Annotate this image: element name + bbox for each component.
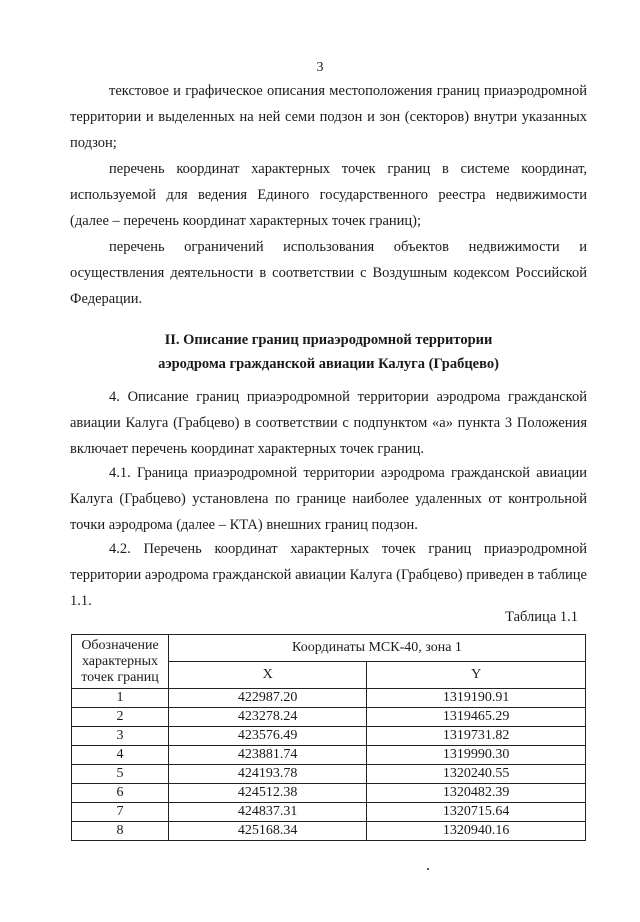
cell-y: 1319731.82: [367, 727, 586, 746]
table-caption: Таблица 1.1: [505, 609, 578, 625]
paragraph-restrictions-list: перечень ограничений использования объектов недвижимости и осуществления деятельности в соответствии с Воздушным кодексом Российской Федерации.: [70, 239, 587, 307]
cell-y: 1319190.91: [367, 689, 586, 708]
header-designation: Обозначение характерных точек границ: [72, 635, 169, 689]
cell-x: 424837.31: [169, 803, 367, 822]
cell-x: 423278.24: [169, 708, 367, 727]
table-row: [72, 765, 586, 784]
cell-y: 1320240.55: [367, 765, 586, 784]
cell-point: 3: [72, 727, 169, 746]
table-row: [72, 727, 586, 746]
cell-point: 5: [72, 765, 169, 784]
cell-x: 424193.78: [169, 765, 367, 784]
section-heading: [70, 328, 587, 376]
cell-y: 1320940.16: [367, 822, 586, 841]
table-row: [72, 746, 586, 765]
table-row: [72, 822, 586, 841]
header-x: X: [169, 662, 367, 689]
cell-point: 1: [72, 689, 169, 708]
cell-x: 423576.49: [169, 727, 367, 746]
cell-point: 6: [72, 784, 169, 803]
page-number: 3: [316, 60, 324, 75]
header-coordinates: Координаты МСК-40, зона 1: [169, 635, 586, 662]
cell-x: 422987.20: [169, 689, 367, 708]
paragraph-text-description: текстовое и графическое описания местоположения границ приаэродромной территории и выделенных на ней семи подзон и зон (секторов) внутри указанных подзон;: [70, 83, 587, 151]
coordinates-table: [71, 634, 586, 841]
cell-y: 1320482.39: [367, 784, 586, 803]
cell-y: 1319465.29: [367, 708, 586, 727]
table-row: [72, 689, 586, 708]
paragraph-section-4-1: 4.1. Граница приаэродромной территории аэродрома гражданской авиации Калуга (Грабцево) установлена по границе наиболее удаленных от контрольной точки аэродрома (далее – КТА) внешних границ подзон.: [70, 465, 587, 533]
table-row: [72, 803, 586, 822]
cell-point: 7: [72, 803, 169, 822]
cell-x: 425168.34: [169, 822, 367, 841]
cell-y: 1320715.64: [367, 803, 586, 822]
section-heading-line1: II. Описание границ приаэродромной территории: [164, 332, 493, 348]
section-heading-line2: аэродрома гражданской авиации Калуга (Грабцево): [158, 356, 499, 372]
cell-point: 4: [72, 746, 169, 765]
header-y: Y: [367, 662, 586, 689]
table-row: [72, 708, 586, 727]
cell-x: 423881.74: [169, 746, 367, 765]
scan-speck: [427, 868, 429, 870]
cell-point: 8: [72, 822, 169, 841]
cell-x: 424512.38: [169, 784, 367, 803]
paragraph-section-4-2: 4.2. Перечень координат характерных точек границ приаэродромной территории аэродрома гражданской авиации Калуга (Грабцево) приведен в таблице 1.1.: [70, 541, 587, 609]
paragraph-coordinates-list: перечень координат характерных точек границ в системе координат, используемой для ведения Единого государственного реестра недвижимости (далее – перечень координат характерных точек границ);: [70, 161, 587, 229]
cell-y: 1319990.30: [367, 746, 586, 765]
table-row: [72, 784, 586, 803]
cell-point: 2: [72, 708, 169, 727]
paragraph-section-4: 4. Описание границ приаэродромной территории аэродрома гражданской авиации Калуга (Грабцево) в соответствии с подпунктом «а» пункта 3 Положения включает перечень координат характерных точек границ.: [70, 389, 587, 457]
